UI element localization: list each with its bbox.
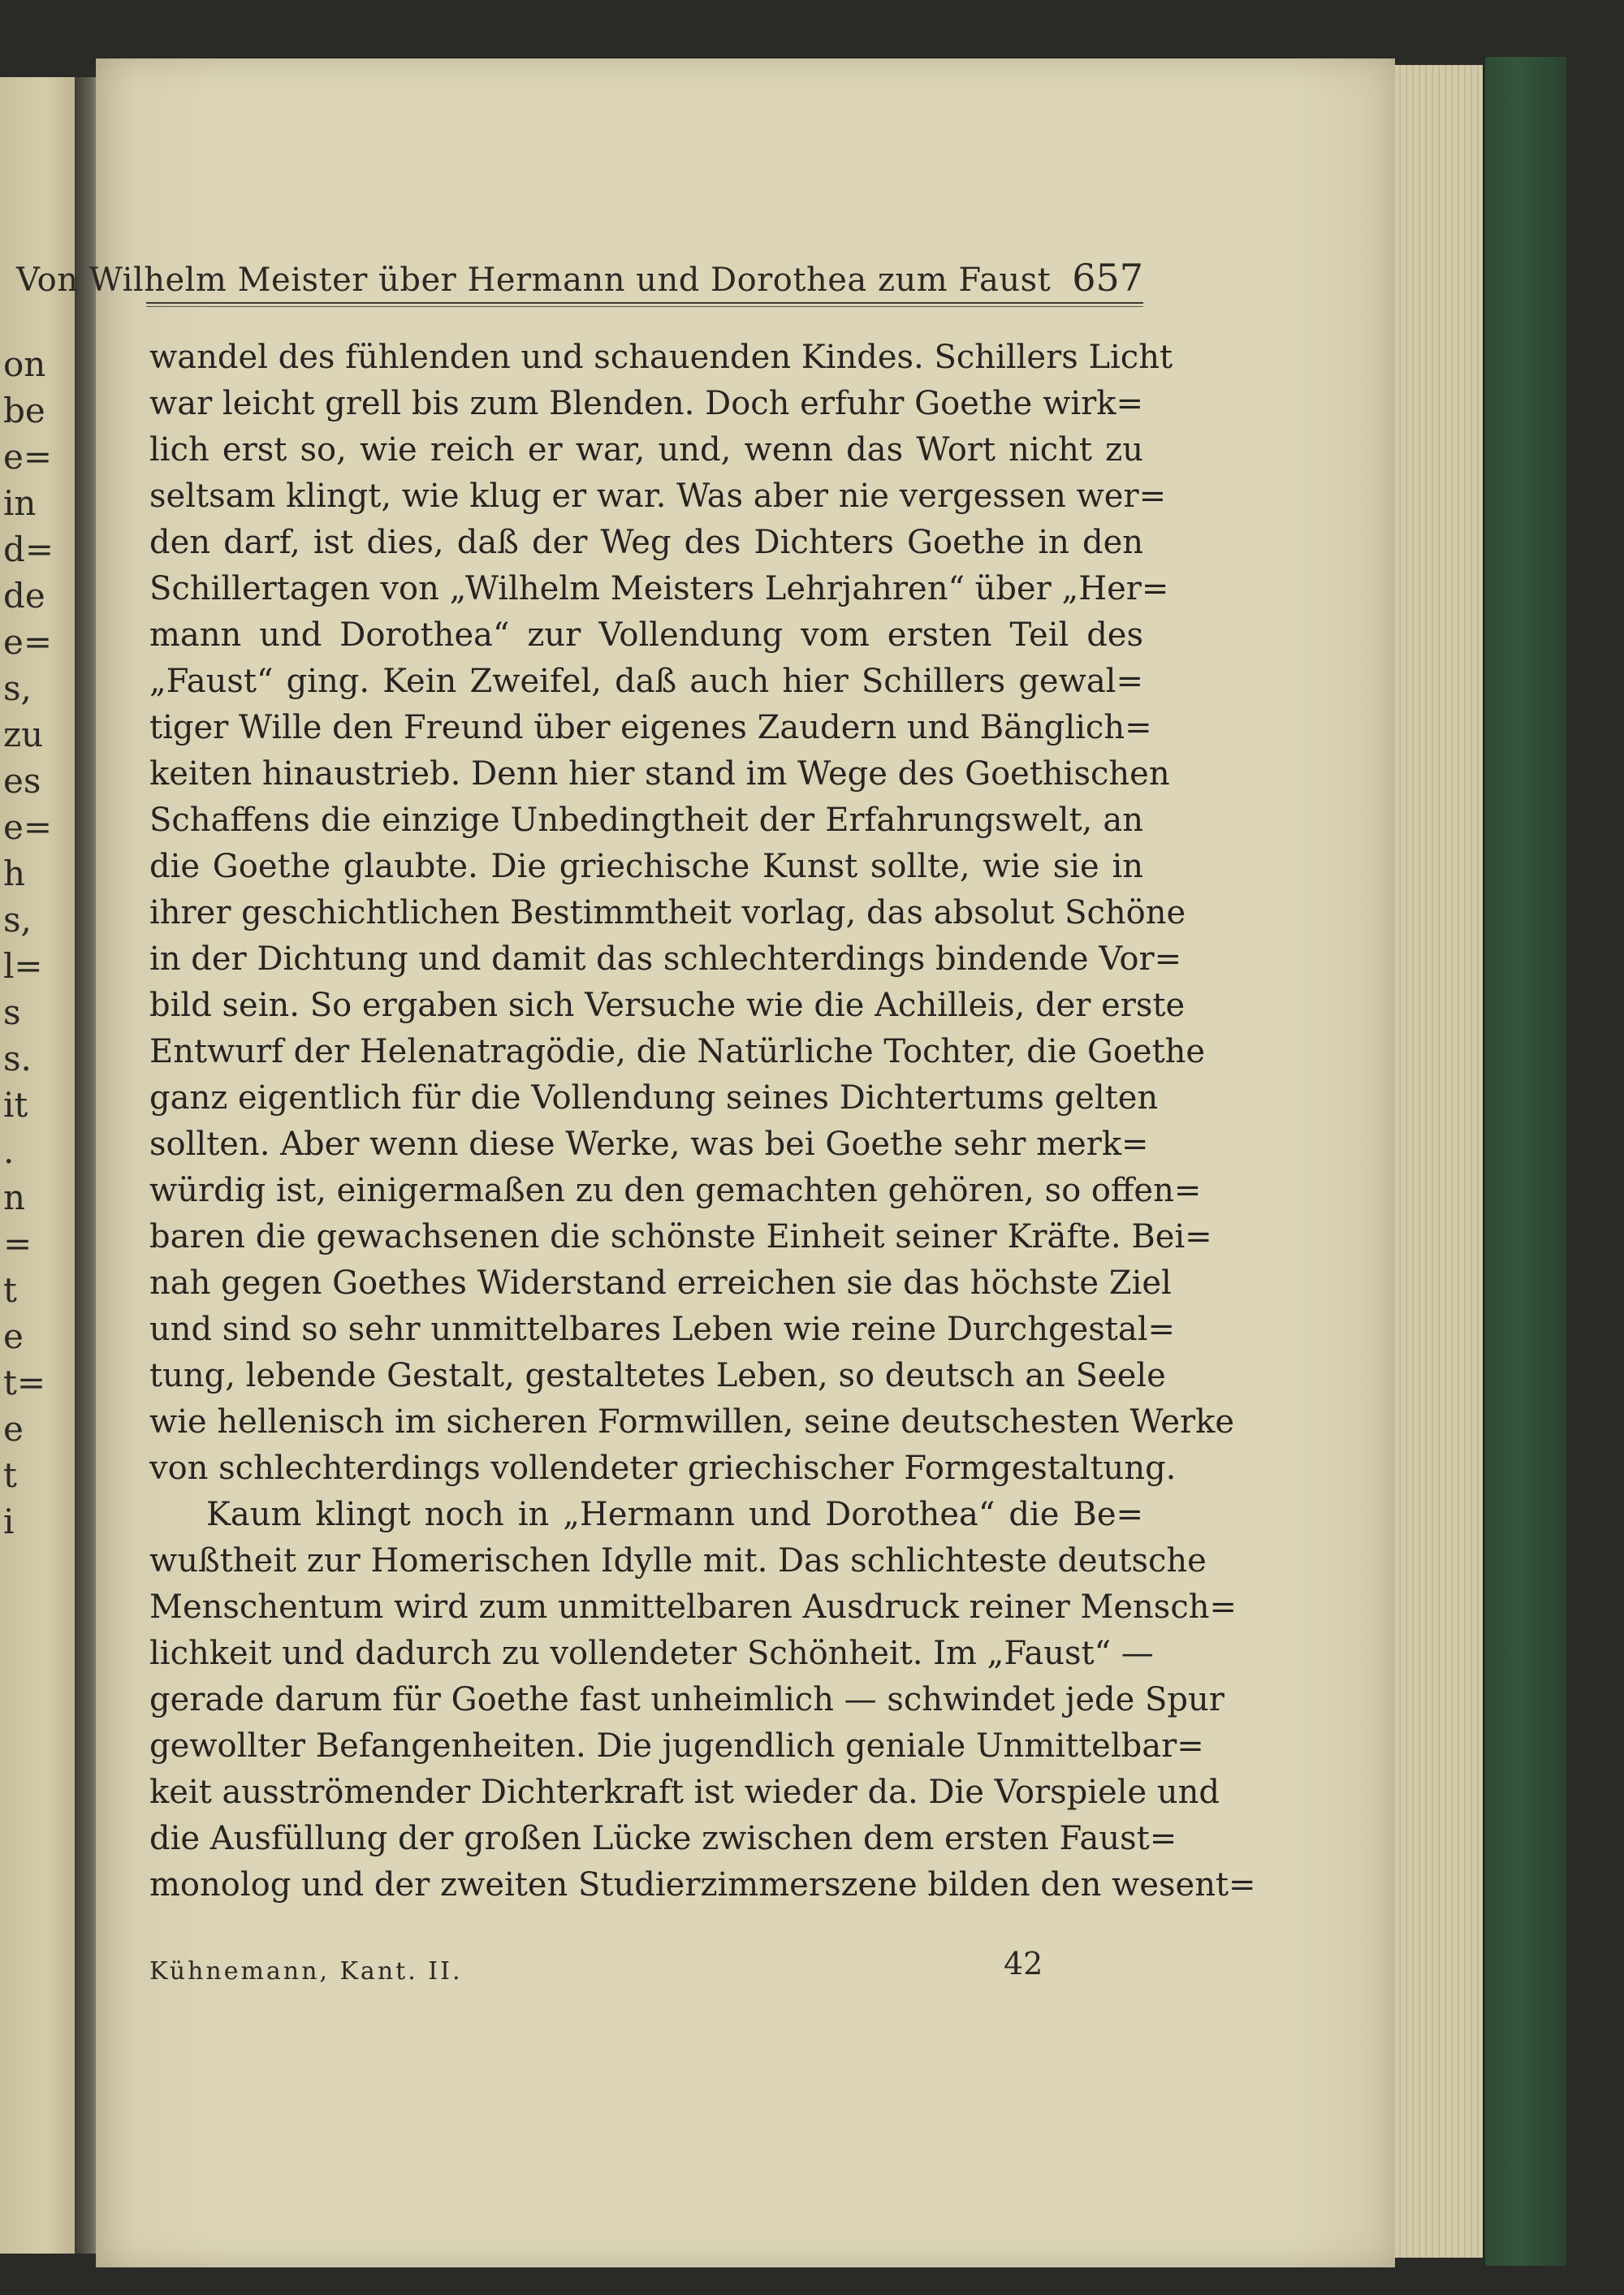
left-page-fragment: e xyxy=(3,1409,24,1449)
left-page-fragment: be xyxy=(3,391,45,430)
left-page-fragment: es xyxy=(3,761,41,801)
left-page-fragment: e= xyxy=(3,807,53,847)
left-page-fragment: s, xyxy=(3,668,32,708)
text-line: ganz eigentlich für die Vollendung seines Dichtertums gelten xyxy=(149,1079,1159,1117)
left-page-fragment: e= xyxy=(3,437,53,477)
text-line: von schlechterdings vollendeter griechischer Formgestaltung. xyxy=(149,1450,1177,1487)
text-line: und sind so sehr unmittelbares Leben wie reine Durchgestal= xyxy=(149,1311,1176,1348)
book-cover xyxy=(1483,57,1566,2266)
left-page-fragment: s. xyxy=(3,1039,32,1078)
text-line: Entwurf der Helenatragödie, die Natürliche Tochter, die Goethe xyxy=(149,1033,1206,1070)
text-line: Kaum klingt noch in „Hermann und Dorothea“ die Be= xyxy=(206,1496,1143,1533)
left-page-fragment: t= xyxy=(3,1363,46,1402)
left-page-fragment: e xyxy=(3,1316,24,1356)
text-line: in der Dichtung und damit das schlechterdings bindende Vor= xyxy=(149,940,1182,978)
text-line: monolog und der zweiten Studierzimmerszene bilden den wesent= xyxy=(149,1866,1256,1904)
body-text xyxy=(149,335,1256,1908)
page-edges xyxy=(1395,65,1484,2258)
left-page-fragment: = xyxy=(3,1224,32,1264)
left-page-fragment: s xyxy=(3,992,21,1032)
left-page-fragment: e= xyxy=(3,622,53,662)
left-page-fragment: s, xyxy=(3,900,32,940)
text-line: wie hellenisch im sicheren Formwillen, seine deutschesten Werke xyxy=(149,1403,1235,1441)
left-page-fragment: . xyxy=(3,1131,15,1171)
header-rule-thin xyxy=(146,306,1143,307)
text-line: keiten hinaustrieb. Denn hier stand im Wege des Goethischen xyxy=(149,755,1170,793)
text-line: ihrer geschichtlichen Bestimmtheit vorlag, das absolut Schöne xyxy=(149,894,1186,931)
left-page-fragment: t xyxy=(3,1270,17,1310)
text-line: die Ausfüllung der großen Lücke zwischen dem ersten Faust= xyxy=(149,1820,1177,1857)
left-page-fragment: de xyxy=(3,576,45,616)
text-line: seltsam klingt, wie klug er war. Was aber nie vergessen wer= xyxy=(149,478,1167,515)
text-line: nah gegen Goethes Widerstand erreichen sie das höchste Ziel xyxy=(149,1264,1172,1302)
left-page-fragment: l= xyxy=(3,946,43,986)
text-line: tung, lebende Gestalt, gestaltetes Leben, so deutsch an Seele xyxy=(149,1357,1166,1394)
text-line: Schaffens die einzige Unbedingtheit der Erfahrungswelt, an xyxy=(149,802,1143,839)
page-footer xyxy=(149,1946,1143,1995)
text-line: die Goethe glaubte. Die griechische Kunst sollte, wie sie in xyxy=(149,848,1143,885)
text-line: Menschentum wird zum unmittelbaren Ausdruck reiner Mensch= xyxy=(149,1588,1237,1626)
text-line: wußtheit zur Homerischen Idylle mit. Das schlichteste deutsche xyxy=(149,1542,1207,1580)
left-page-fragment: h xyxy=(3,854,26,893)
left-page-fragment: d= xyxy=(3,529,54,569)
left-page-fragment: n xyxy=(3,1178,26,1217)
left-page-fragment: zu xyxy=(3,715,44,754)
text-line: Schillertagen von „Wilhelm Meisters Lehrjahren“ über „Her= xyxy=(149,570,1169,607)
left-page-edge xyxy=(0,77,77,2254)
page-number: 657 xyxy=(1072,256,1143,300)
running-title: Von Wilhelm Meister über Hermann und Dorothea zum Faust xyxy=(15,261,1052,299)
left-page-fragment: on xyxy=(3,344,46,384)
running-header xyxy=(15,256,1143,305)
text-line: mann und Dorothea“ zur Vollendung vom ersten Teil des xyxy=(149,616,1143,654)
text-line: bild sein. So ergaben sich Versuche wie die Achilleis, der erste xyxy=(149,987,1186,1024)
text-line: sollten. Aber wenn diese Werke, was bei Goethe sehr merk= xyxy=(149,1126,1149,1163)
text-line: lichkeit und dadurch zu vollendeter Schönheit. Im „Faust“ — xyxy=(149,1635,1154,1672)
text-line: baren die gewachsenen die schönste Einheit seiner Kräfte. Bei= xyxy=(149,1218,1212,1256)
text-line: wandel des fühlenden und schauenden Kindes. Schillers Licht xyxy=(149,339,1173,376)
text-line: gerade darum für Goethe fast unheimlich — schwindet jede Spur xyxy=(149,1681,1224,1718)
left-page-fragment: t xyxy=(3,1455,17,1495)
text-line: „Faust“ ging. Kein Zweifel, daß auch hier Schillers gewal= xyxy=(149,663,1143,700)
text-line: würdig ist, einigermaßen zu den gemachten gehören, so offen= xyxy=(149,1172,1202,1209)
text-line: gewollter Befangenheiten. Die jugendlich geniale Unmittelbar= xyxy=(149,1727,1204,1765)
text-line: war leicht grell bis zum Blenden. Doch erfuhr Goethe wirk= xyxy=(149,385,1143,422)
left-page-fragment: it xyxy=(3,1085,28,1125)
sheet-number: 42 xyxy=(1004,1946,1043,1982)
text-line: den darf, ist dies, daß der Weg des Dichters Goethe in den xyxy=(149,524,1143,561)
left-page-fragment: i xyxy=(3,1502,15,1541)
printer-signature: Kühnemann, Kant. II. xyxy=(149,1957,463,1986)
header-rule xyxy=(146,302,1143,304)
text-line: keit ausströmender Dichterkraft ist wieder da. Die Vorspiele und xyxy=(149,1774,1220,1811)
left-page-fragment: in xyxy=(3,483,37,523)
text-line: lich erst so, wie reich er war, und, wenn das Wort nicht zu xyxy=(149,431,1143,469)
text-line: tiger Wille den Freund über eigenes Zaudern und Bänglich= xyxy=(149,709,1152,746)
